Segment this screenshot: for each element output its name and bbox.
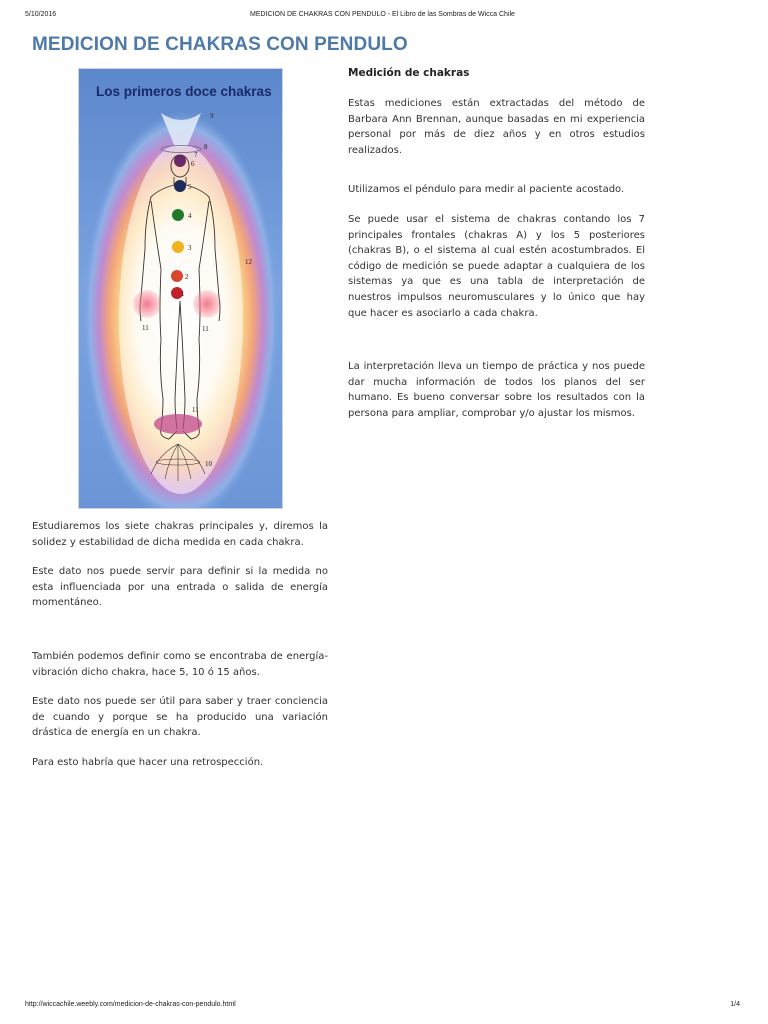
label-9: 9: [210, 112, 214, 120]
paragraph-method: Estas mediciones están extractadas del método de Barbara Ann Brennan, aunque basadas en mi experiencia personal por más de diez años y en otros estudios realizados.: [348, 98, 645, 156]
label-2: 2: [185, 273, 189, 281]
print-footer: [25, 1001, 740, 1013]
paragraph-interpretation: La interpretación lleva un tiempo de práctica y nos puede dar mucha información de todos los planos del ser humano. Es bueno conversar sobre los resultados con la persona para ampliar, comprobar y/o ajustar los mismos.: [348, 361, 645, 419]
label-3: 3: [188, 244, 192, 252]
print-url: http://wiccachile.weebly.com/medicion-de-chakras-con-pendulo.html: [25, 1001, 236, 1008]
print-page-number: 1/4: [730, 1001, 740, 1008]
label-11-right: 11: [202, 325, 209, 333]
right-column: [348, 66, 645, 422]
label-1: 1: [181, 290, 185, 298]
print-date: 5/10/2016: [25, 11, 57, 18]
label-7: 7: [194, 151, 198, 159]
paragraph-awareness: Este dato nos puede ser útil para saber y traer conciencia de cuando y porque se ha producido una variación drástica de energía en un chakra.: [32, 696, 328, 739]
chakra-figure-image: [78, 68, 283, 509]
label-12: 12: [245, 258, 252, 266]
feet-chakra: [154, 414, 202, 434]
label-4: 4: [188, 212, 192, 220]
figure-caption: Los primeros doce chakras: [96, 84, 272, 99]
label-5: 5: [188, 183, 192, 191]
chakra-5-dot: [174, 180, 186, 192]
chakra-6-dot: [174, 155, 186, 167]
chakra-4-dot: [172, 209, 184, 221]
chakra-3-dot: [172, 241, 184, 253]
hand-chakra-left: [133, 290, 161, 318]
paragraph-past-energy: También podemos definir como se encontraba de energía-vibración dicho chakra, hace 5, 10 ó 15 años.: [32, 650, 328, 678]
left-column: [32, 519, 328, 771]
section-heading: Medición de chakras: [348, 67, 470, 79]
label-11-feet: 11: [192, 406, 199, 414]
chakra-2-dot: [171, 270, 183, 282]
label-10: 10: [205, 460, 212, 468]
print-header: [25, 11, 740, 23]
paragraph-systems: Se puede usar el sistema de chakras contando los 7 principales frontales (chakras A) y los 5 posteriores (chakras B), o el sistema al cual estén acostumbrados. El código de medición se puede adaptar a cualquiera de los sistemas ya que es una tabla de interpretación de nuestros impulsos neuromusculares y lo único que hay que hacer es asociarlo a cada chakra.: [348, 213, 645, 319]
label-11-left: 11: [142, 324, 149, 332]
paragraph-retrospection: Para esto habría que hacer una retrospección.: [32, 756, 264, 768]
paragraph-influence: Este dato nos puede servir para definir si la medida no esta influenciada por una entrada o salida de energía momentáneo.: [32, 566, 328, 609]
print-page-title: MEDICION DE CHAKRAS CON PENDULO - El Libro de las Sombras de Wicca Chile: [250, 11, 515, 18]
paragraph-pendulum: Utilizamos el péndulo para medir al paciente acostado.: [348, 184, 625, 196]
hand-chakra-right: [193, 290, 221, 318]
paragraph-study: Estudiaremos los siete chakras principales y, diremos la solidez y estabilidad de dicha medida en cada chakra.: [32, 521, 328, 548]
page-title: MEDICION DE CHAKRAS CON PENDULO: [32, 34, 408, 55]
label-8: 8: [204, 143, 208, 151]
chakra-figure-svg: [79, 69, 282, 508]
label-6: 6: [191, 160, 195, 168]
